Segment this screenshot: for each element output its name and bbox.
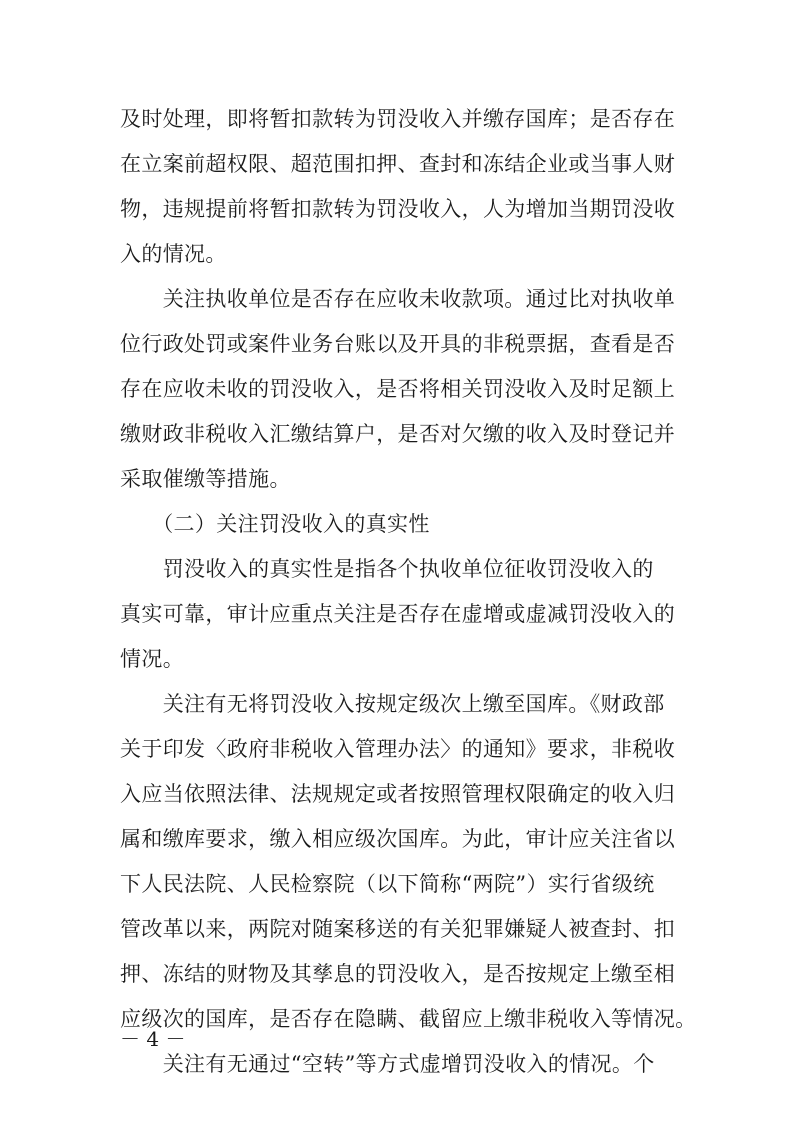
text-line: 采取催缴等措施。 (120, 467, 291, 491)
text-line: 存在应收未收的罚没收入，是否将相关罚没收入及时足额上 (120, 377, 676, 401)
text-line: 在立案前超权限、超范围扣押、查封和冻结企业或当事人财 (120, 152, 676, 176)
section-heading: （二）关注罚没收入的真实性 (120, 512, 430, 536)
body-text (120, 97, 697, 1087)
text-line: 押、冻结的财物及其孳息的罚没收入，是否按规定上缴至相 (120, 962, 676, 986)
text-line: 入应当依照法律、法规规定或者按照管理权限确定的收入归 (120, 782, 676, 806)
text-line: 入的情况。 (120, 242, 227, 266)
text-line: 关于印发〈政府非税收入管理办法〉的通知》要求，非税收 (120, 737, 676, 761)
text-line: 下人民法院、人民检察院（以下简称“两院”）实行省级统 (120, 872, 655, 896)
text-line: 缴财政非税收入汇缴结算户，是否对欠缴的收入及时登记并 (120, 422, 676, 446)
text-line: 真实可靠，审计应重点关注是否存在虚增或虚减罚没收入的 (120, 602, 676, 626)
text-line: 罚没收入的真实性是指各个执收单位征收罚没收入的 (120, 557, 654, 581)
page-number: － 4 － (120, 1027, 186, 1051)
text-line: 物，违规提前将暂扣款转为罚没收入，人为增加当期罚没收 (120, 197, 676, 221)
text-line: 应级次的国库，是否存在隐瞒、截留应上缴非税收入等情况。 (120, 1007, 697, 1031)
text-line: 关注有无通过“空转”等方式虚增罚没收入的情况。个 (120, 1052, 655, 1076)
text-line: 及时处理，即将暂扣款转为罚没收入并缴存国库；是否存在 (120, 107, 676, 131)
text-line: 关注执收单位是否存在应收未收款项。通过比对执收单 (120, 287, 676, 311)
text-line: 位行政处罚或案件业务台账以及开具的非税票据，查看是否 (120, 332, 676, 356)
text-line: 管改革以来，两院对随案移送的有关犯罪嫌疑人被查封、扣 (120, 917, 676, 941)
text-line: 属和缴库要求，缴入相应级次国库。为此，审计应关注省以 (120, 827, 676, 851)
text-line: 关注有无将罚没收入按规定级次上缴至国库。《财政部 (120, 692, 665, 716)
text-line: 情况。 (120, 647, 185, 671)
